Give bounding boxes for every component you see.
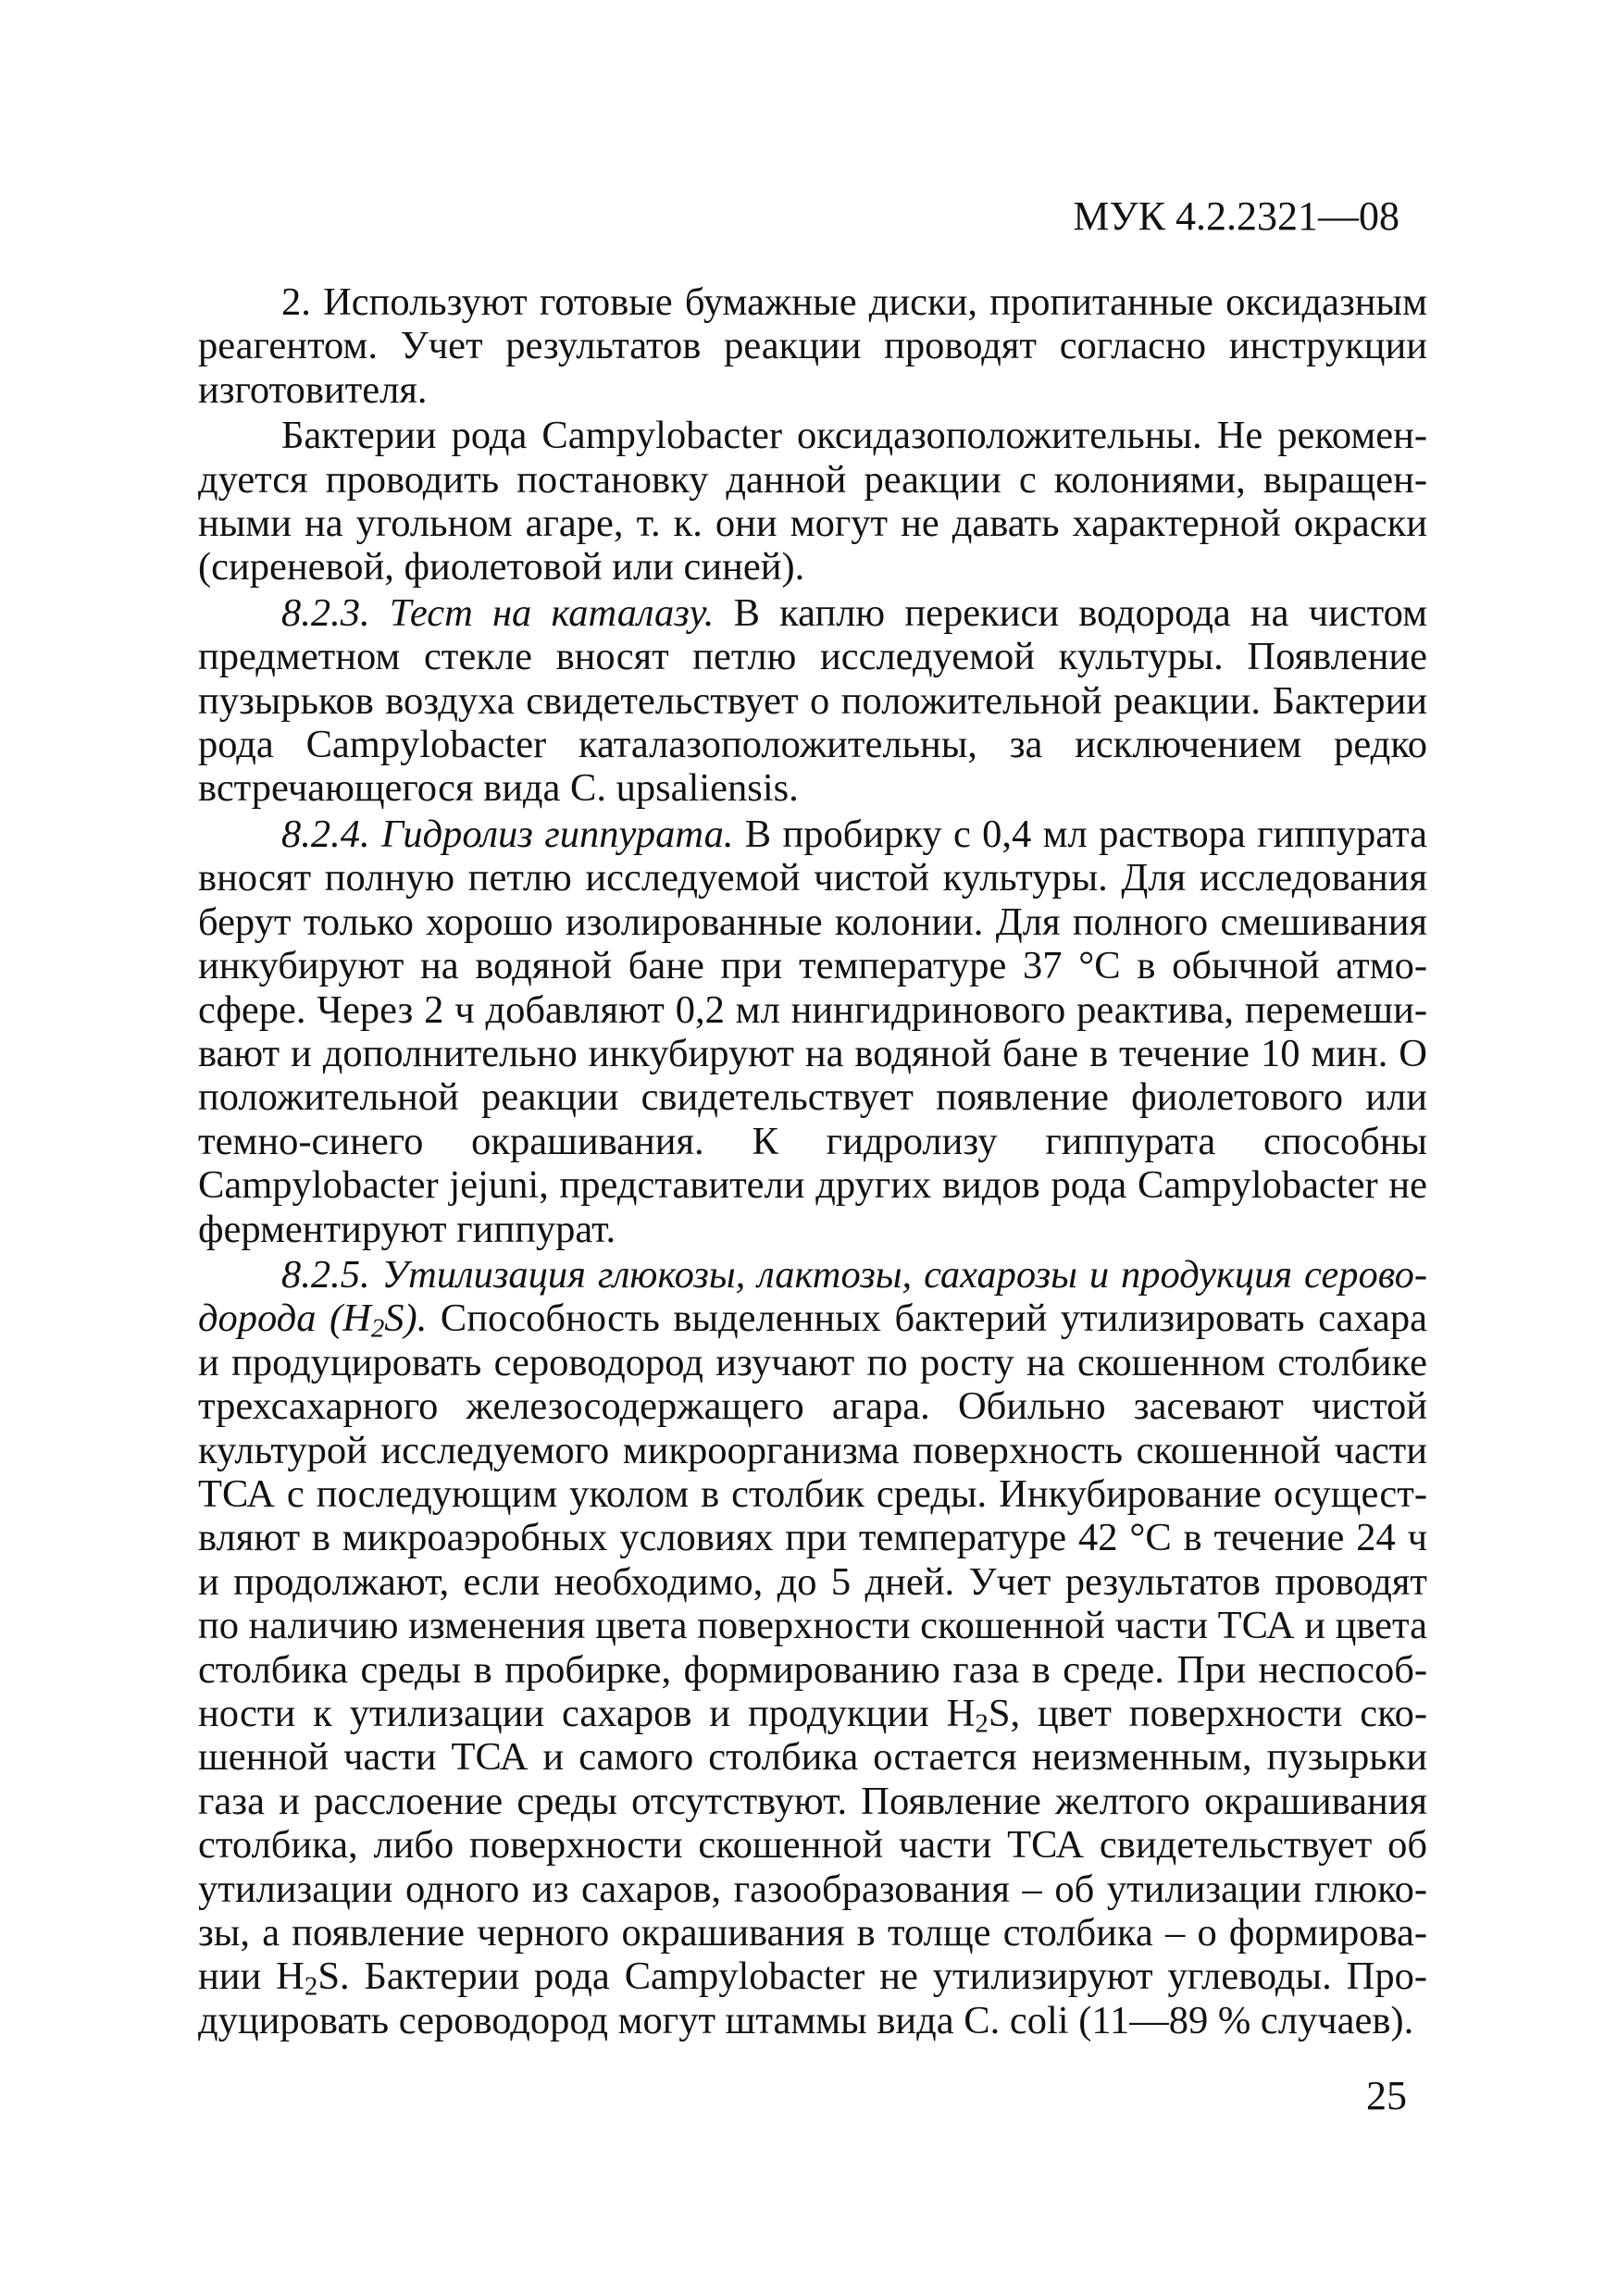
subscript: 2 (370, 1313, 385, 1344)
paragraph-catalase-test (198, 591, 1427, 811)
heading-text: 8.2.5. Утилизация глюкозы, лактозы, сахарозы и продукция сероводорода (H (198, 1252, 1427, 1341)
paragraph-sugar-utilization (198, 1253, 1427, 2042)
page-number: 25 (1366, 2073, 1407, 2118)
heading-text: S). (384, 1297, 428, 1341)
paragraph-oxidase-result: Бактерии рода Campylobacter оксидазоположительны. Не рекомендуется проводить постановку данной реакции с колониями, выращенными на угольном агаре, т. к. они могут не давать характерной окраски (сиреневой, фиолетовой или синей). (198, 414, 1427, 590)
section-heading-hippurate: 8.2.4. Гидролиз гиппурата. (281, 812, 734, 856)
paragraph-text: Способность выделенных бактерий утилизировать сахара и продуцировать сероводород изучают по росту на скошенном столбике трехсахарного железосодержащего агара. Обильно засевают чистой культурой исследуемого микроорганизма поверхность скошенной части ТСА с последующим уколом в столбик среды. Инкубирование осуществляют в микроаэробных условиях при температуре 42 °С в течение 24 ч и продолжают, если необходимо, до 5 дней. Учет результатов проводят по наличию изменения цвета поверхности скошенной части ТСА и цвета столбика среды в пробирке, формированию газа в среде. При неспособности к утилизации сахаров и продукции H (198, 1297, 1427, 1735)
paragraph-hippurate-hydrolysis (198, 813, 1427, 1251)
subscript: 2 (304, 1971, 318, 2002)
paragraph-text: S. Бактерии рода Campylobacter не утилизируют углеводы. Продуцировать сероводород могут штаммы вида C. coli (11—89 % случаев). (198, 1955, 1427, 2042)
section-heading-catalase: 8.2.3. Тест на каталазу. (281, 590, 715, 635)
paragraph-text: В пробирку с 0,4 мл раствора гиппурата вносят полную петлю исследуемой чистой культуры. Для исследования берут только хорошо изолированные колонии. Для полного смешивания инкубируют на водяной бане при температуре 37 °С в обычной атмосфере. Через 2 ч добавляют 0,2 мл нингидринового реактива, перемешивают и дополнительно инкубируют на водяной бане в течение 10 мин. О положительной реакции свидетельствует появление фиолетового или темно-синего окрашивания. К гидролизу гиппурата способны Campylobacter jejuni, представители других видов рода Campylobacter не ферментируют гиппурат. (198, 812, 1428, 1251)
document-body (198, 280, 1427, 2042)
document-code-header: МУК 4.2.2321—08 (1073, 193, 1399, 239)
paragraph-text: S, цвет поверхности скошенной части ТСА и самого столбика остается неизменным, пузырьки газа и расслоение среды отсутствуют. Появление желтого окрашивания столбика, либо поверхности скошенной части ТСА свидетельствует об утилизации одного из сахаров, газообразования – об утилизации глюкозы, а появление черного окрашивания в толще столбика – о формировании H (198, 1692, 1427, 1999)
paragraph-text: В каплю перекиси водорода на чистом предметном стекле вносят петлю исследуемой культуры. Появление пузырьков воздуха свидетельствует о положительной реакции. Бактерии рода Campylobacter каталазоположительны, за исключением редко встречающегося вида C. upsaliensis. (198, 590, 1427, 811)
subscript: 2 (975, 1708, 989, 1739)
paragraph-oxidase-disks: 2. Используют готовые бумажные диски, пропитанные оксидазным реагентом. Учет результатов реакции проводят согласно инструкции изготовителя. (198, 280, 1427, 412)
